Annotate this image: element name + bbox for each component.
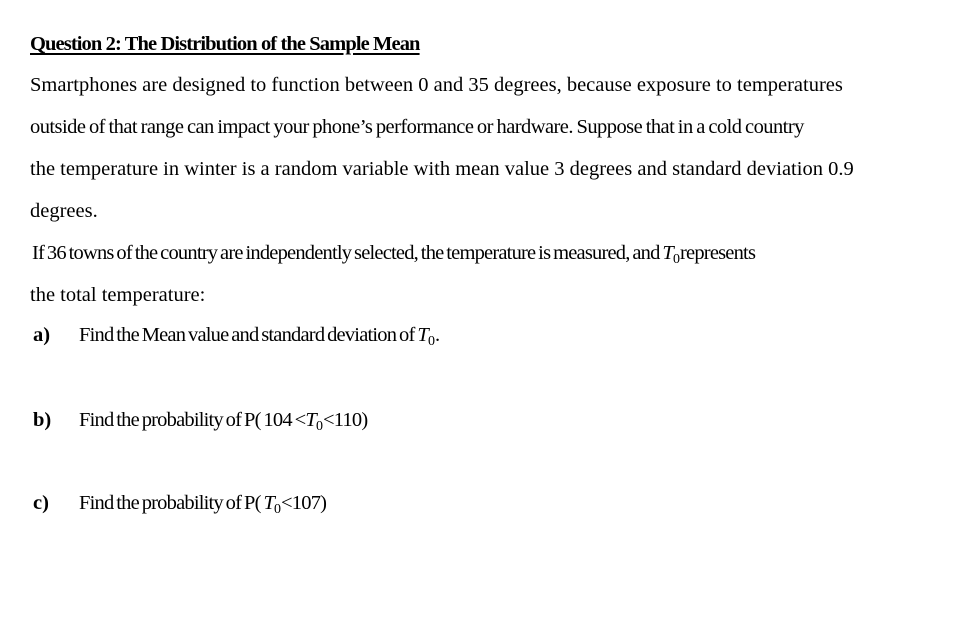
paragraph-line-1: Smartphones are designed to function between 0 and 35 degrees, because exposure to temperatures xyxy=(30,74,843,96)
question-c xyxy=(33,491,326,522)
variable-subscript: 0 xyxy=(673,252,681,267)
question-c-text-end: <107) xyxy=(281,492,327,514)
question-b-text-end: <110) xyxy=(322,409,368,431)
question-a-subscript: 0 xyxy=(427,334,435,349)
setup-line-1 xyxy=(32,241,755,272)
question-b-variable: T xyxy=(305,409,316,431)
question-a-text: Find the Mean value and standard deviation of xyxy=(79,324,418,346)
question-a xyxy=(33,323,439,354)
question-c-label: c) xyxy=(33,492,49,514)
question-b-subscript: 0 xyxy=(315,419,323,434)
setup-text-after: represents xyxy=(680,242,756,264)
question-a-label: a) xyxy=(33,324,51,346)
question-c-variable: T xyxy=(263,492,275,514)
paragraph-line-4: degrees. xyxy=(30,200,98,222)
question-b-label: b) xyxy=(33,409,52,431)
question-title-text: Question 2: The Distribution of the Sample Mean xyxy=(30,33,420,55)
setup-line-2: the total temperature: xyxy=(30,284,206,306)
paragraph-line-2: outside of that range can impact your phone’s performance or hardware. Suppose that in a cold country xyxy=(30,116,804,138)
question-c-subscript: 0 xyxy=(274,502,282,517)
question-a-text-end: . xyxy=(434,324,440,346)
question-b-text: Find the probability of P( 104 < xyxy=(79,409,306,431)
setup-text-before: If 36 towns of the country are independently selected, the temperature is measured, and xyxy=(32,242,663,264)
question-c-text: Find the probability of P( xyxy=(79,492,264,514)
question-title xyxy=(30,32,424,56)
total-temperature-variable: T xyxy=(662,242,674,264)
question-b xyxy=(33,408,367,439)
question-a-variable: T xyxy=(417,324,428,346)
paragraph-line-3: the temperature in winter is a random variable with mean value 3 degrees and standard deviation 0.9 xyxy=(30,158,854,180)
